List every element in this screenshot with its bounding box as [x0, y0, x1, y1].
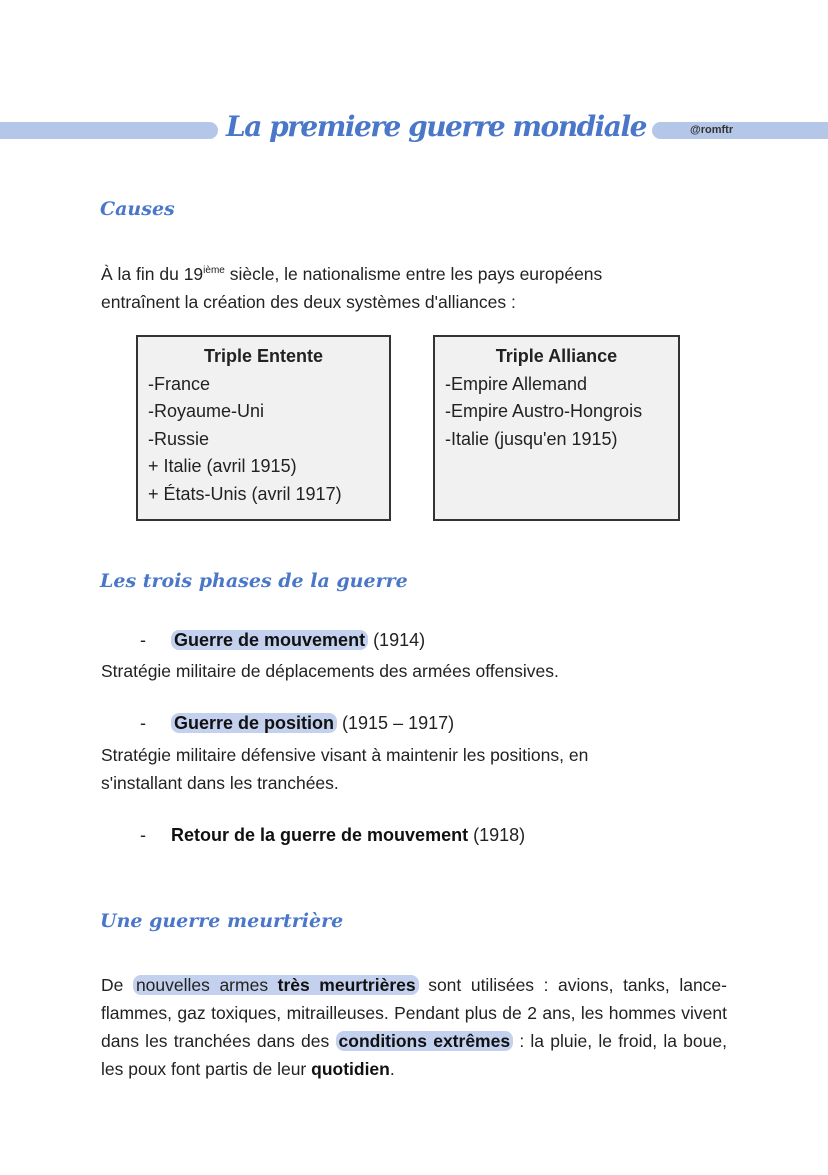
list-item: -France — [148, 373, 211, 394]
phase-description: Stratégie militaire de déplacements des armées offensives. — [101, 661, 559, 681]
list-item: -Empire Austro-Hongrois — [445, 401, 643, 421]
meurtriere-paragraph — [101, 971, 727, 1083]
list-item: + États-Unis (avril 1917) — [148, 483, 342, 504]
title-bar-left — [0, 122, 218, 139]
bold-text: très meurtrières — [277, 975, 416, 995]
list-item: + Italie (avril 1915) — [148, 456, 297, 476]
phase-3: - Retour de la guerre de mouvement (1918) — [140, 825, 526, 845]
text: : la pluie, le froid, la boue, les poux font partis de leur — [101, 1031, 727, 1079]
page-title: La premiere guerre mondiale — [226, 110, 646, 143]
title-bar-right — [652, 122, 828, 139]
superscript: ième — [203, 265, 225, 276]
phase-date: (1918) — [468, 825, 526, 845]
phase-date: (1914) — [368, 630, 426, 650]
text: . — [389, 1059, 395, 1079]
bold-text: quotidien — [311, 1059, 390, 1079]
phases-heading: Les trois phases de la guerre — [100, 570, 408, 592]
bold-text: conditions extrêmes — [336, 1031, 514, 1051]
phase-date: (1915 – 1917) — [337, 713, 455, 733]
text: À la fin du 19 — [101, 263, 204, 284]
text: sont utilisées : avions, tanks, lance-flammes, gaz toxiques, mitrailleuses. Pendant plus de 2 ans, les hommes vivent dans les tranchées dans des — [101, 975, 727, 1051]
triple-entente-box — [136, 335, 391, 521]
text: Stratégie militaire défensive visant à maintenir les positions, en — [101, 745, 589, 765]
phase-description — [101, 741, 588, 797]
highlight: nouvelles armes — [135, 975, 278, 995]
list-item: -Royaume-Uni — [148, 401, 265, 421]
box-title: Triple Alliance — [495, 346, 618, 366]
triple-alliance-box — [433, 335, 680, 521]
phase-title: Guerre de mouvement — [171, 630, 368, 650]
causes-paragraph — [101, 257, 602, 316]
text: siècle, le nationalisme entre les pays européens — [224, 263, 603, 284]
text: De — [101, 975, 133, 995]
causes-heading: Causes — [100, 198, 175, 220]
phase-1: - Guerre de mouvement (1914) — [140, 630, 426, 650]
phase-title: Guerre de position — [171, 713, 337, 733]
text: entraînent la création des deux systèmes d'alliances : — [101, 291, 516, 312]
list-item: -Empire Allemand — [445, 373, 588, 394]
list-item: -Italie (jusqu'en 1915) — [445, 428, 618, 449]
list-item: -Russie — [148, 428, 210, 449]
author-handle: @romftr — [690, 124, 734, 136]
phase-2: - Guerre de position (1915 – 1917) — [140, 713, 455, 733]
phase-title: Retour de la guerre de mouvement — [171, 825, 469, 845]
meurtriere-heading: Une guerre meurtrière — [100, 910, 344, 932]
text: s'installant dans les tranchées. — [101, 773, 339, 793]
box-title: Triple Entente — [203, 346, 324, 366]
